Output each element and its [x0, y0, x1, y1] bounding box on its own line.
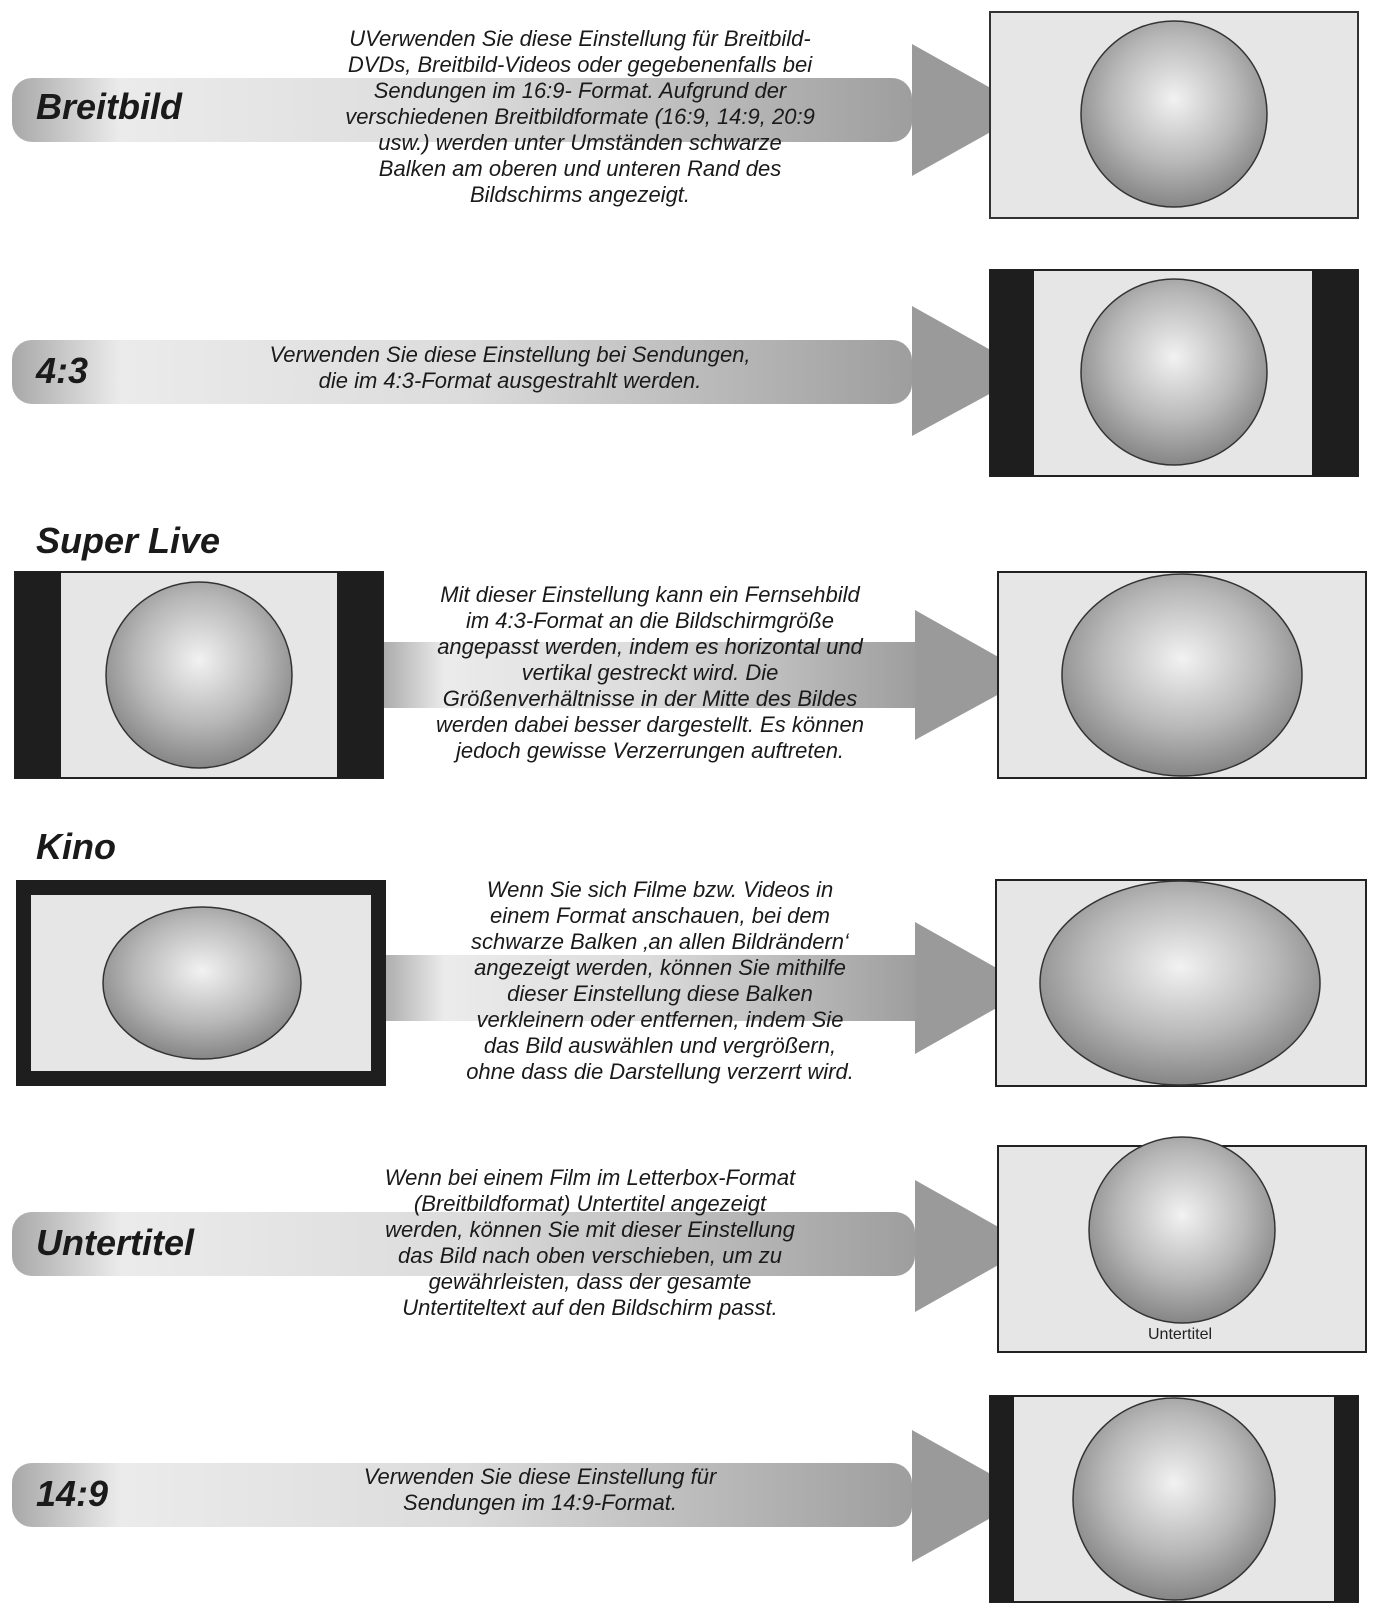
pillar-bar-left [990, 270, 1034, 476]
mode-label-14-9: 14:9 [36, 1473, 109, 1514]
description-14-9 [300, 1464, 780, 1516]
shifted-ball [1089, 1137, 1275, 1323]
zoomed-ball [1040, 881, 1320, 1085]
description-untertitel [330, 1165, 850, 1321]
test-ball [103, 907, 301, 1059]
description-line: DVDs, Breitbild-Videos oder gegebenenfalls bei [347, 52, 813, 77]
description-line: vertikal gestreckt wird. Die [521, 660, 779, 685]
mode-label-untertitel: Untertitel [36, 1222, 195, 1263]
description-line: das Bild auswählen und vergrößern, [483, 1033, 837, 1058]
mode-label-super-live: Super Live [36, 520, 221, 561]
description-line: dieser Einstellung diese Balken [507, 981, 813, 1006]
mode-label-4-3: 4:3 [36, 350, 89, 391]
description-line: Balken am oberen und unteren Rand des [378, 156, 782, 181]
description-line: UVerwenden Sie diese Einstellung für Breitbild- [349, 26, 811, 51]
description-line: Sendungen im 16:9- Format. Aufgrund der [373, 78, 787, 103]
pillar-bar-right [1334, 1396, 1358, 1602]
test-ball [106, 582, 292, 768]
pillar-bar-left [15, 572, 61, 778]
description-line: angepasst werden, indem es horizontal und [437, 634, 863, 659]
description-line: Bildschirms angezeigt. [469, 182, 691, 207]
description-line: im 4:3-Format an die Bildschirmgröße [465, 608, 834, 633]
description-line: verschiedenen Breitbildformate (16:9, 14:9, 20:9 [345, 104, 815, 129]
description-line: gewährleisten, dass der gesamte [428, 1269, 752, 1294]
description-line: werden, können Sie mit dieser Einstellung [385, 1217, 795, 1242]
description-line: angezeigt werden, können Sie mithilfe [474, 955, 846, 980]
description-line: Untertiteltext auf den Bildschirm passt. [402, 1295, 778, 1320]
description-line: jedoch gewisse Verzerrungen auftreten. [455, 738, 845, 763]
description-line: Wenn Sie sich Filme bzw. Videos in [486, 877, 834, 902]
mode-label-kino: Kino [36, 826, 116, 867]
description-line: Mit dieser Einstellung kann ein Fernsehbild [440, 582, 860, 607]
stretched-ball [1062, 574, 1302, 776]
pillar-bar-left [990, 1396, 1014, 1602]
test-ball [1073, 1398, 1275, 1600]
pillar-bar-right [1312, 270, 1358, 476]
description-line: Sendungen im 14:9-Format. [403, 1490, 677, 1515]
description-4-3 [220, 342, 800, 394]
description-line: Wenn bei einem Film im Letterbox-Format [384, 1165, 796, 1190]
description-line: Verwenden Sie diese Einstellung für [363, 1464, 717, 1489]
test-ball [1081, 21, 1267, 207]
description-line: (Breitbildformat) Untertitel angezeigt [413, 1191, 767, 1216]
pillar-bar-right [337, 572, 383, 778]
description-line: ohne dass die Darstellung verzerrt wird. [466, 1059, 854, 1084]
description-super-live [400, 582, 900, 764]
description-line: schwarze Balken ‚an allen Bildrändern‘ [471, 929, 849, 954]
description-line: verkleinern oder entfernen, indem Sie [476, 1007, 844, 1032]
description-line: werden dabei besser dargestellt. Es können [435, 712, 865, 737]
description-line: das Bild nach oben verschieben, um zu [397, 1243, 782, 1268]
description-line: Verwenden Sie diese Einstellung bei Sendungen, [269, 342, 751, 367]
description-line: die im 4:3-Format ausgestrahlt werden. [318, 368, 702, 393]
description-line: Größenverhältnisse in der Mitte des Bildes [442, 686, 858, 711]
mode-label-breitbild: Breitbild [36, 86, 183, 127]
description-breitbild [300, 26, 860, 208]
test-ball [1081, 279, 1267, 465]
description-line: usw.) werden unter Umständen schwarze [378, 130, 782, 155]
description-kino [410, 877, 910, 1085]
screen-subtitle-caption: Untertitel [1148, 1326, 1213, 1343]
description-line: einem Format anschauen, bei dem [490, 903, 830, 928]
